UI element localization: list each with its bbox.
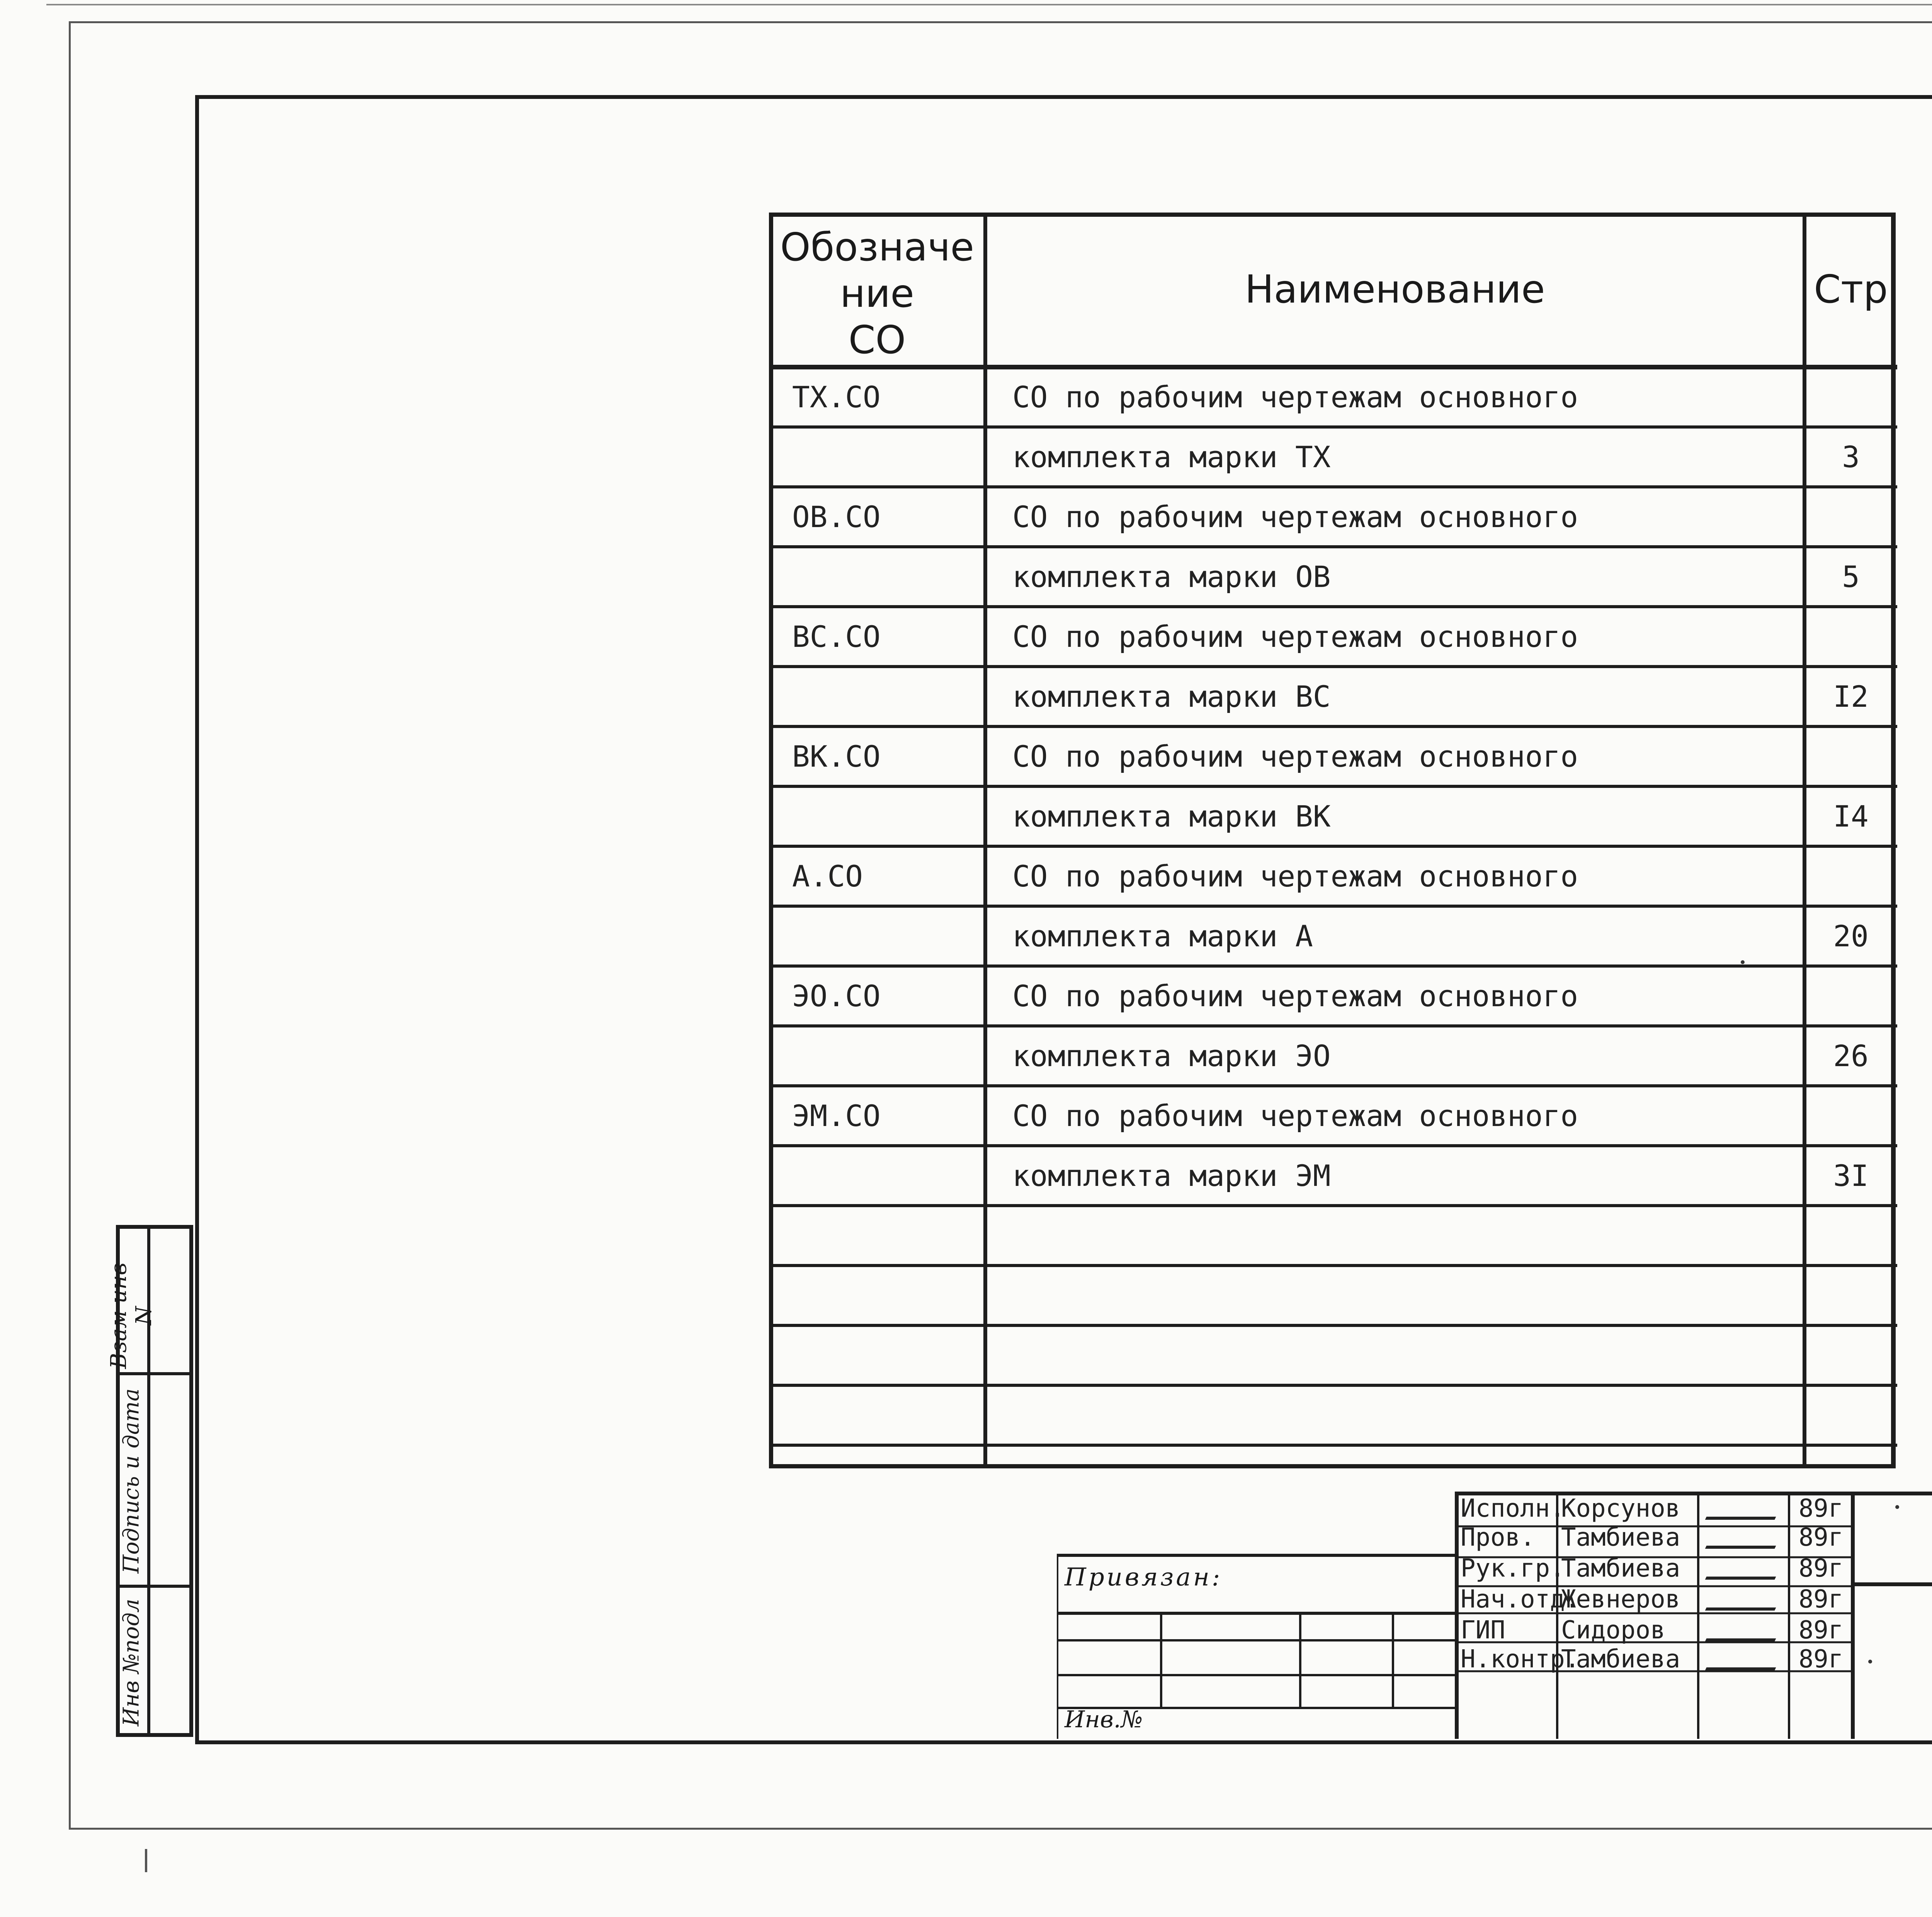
signer-year: 89г <box>1798 1494 1844 1523</box>
sheet-title <box>1853 1619 1932 1676</box>
signer-year: 89г <box>1798 1523 1844 1552</box>
signer-name: Корсунов <box>1561 1494 1680 1523</box>
row-page: I2 <box>1833 679 1869 714</box>
signer-name: Тамбиева <box>1561 1523 1680 1552</box>
signer-year: 89г <box>1798 1585 1844 1614</box>
signer-role: Рук.гр. <box>1461 1554 1565 1583</box>
row-code: ВС.СО <box>792 619 881 654</box>
side-podpis-data: Подпись и дата <box>119 1388 144 1574</box>
scan-speck <box>1868 1660 1872 1664</box>
sheet-title-line2 <box>1853 1648 1932 1676</box>
contents-table <box>769 213 1897 1468</box>
header-designation <box>769 224 985 363</box>
signature-scribble <box>1705 1559 1784 1580</box>
header-designation-line2: ние <box>840 271 914 316</box>
privyazan-label: Привязан: <box>1065 1563 1223 1592</box>
signer-year: 89г <box>1798 1554 1844 1583</box>
signer-year: 89г <box>1798 1645 1844 1674</box>
header-designation-line3: СО <box>848 317 906 362</box>
signer-name: Тамбиева <box>1561 1645 1680 1674</box>
signature-scribble <box>1705 1590 1784 1611</box>
row-name-line2: комплекта марки ОВ <box>1012 560 1331 594</box>
row-page: I4 <box>1833 799 1869 833</box>
signature-scribble <box>1705 1499 1784 1520</box>
signature-scribble <box>1705 1528 1784 1549</box>
row-name-line2: комплекта марки ВК <box>1012 799 1331 833</box>
signer-role: Исполн. <box>1461 1494 1565 1523</box>
inv-no-label: Инв.№ <box>1065 1706 1143 1733</box>
signer-name: Сидоров <box>1561 1616 1665 1645</box>
row-code: ЭО.СО <box>792 979 881 1013</box>
row-name-line1: СО по рабочим чертежам основного <box>1012 619 1578 654</box>
header-name: Наименование <box>1245 267 1545 312</box>
signer-year: 89г <box>1798 1616 1844 1645</box>
row-page: 5 <box>1842 560 1860 594</box>
row-name-line1: СО по рабочим чертежам основного <box>1012 859 1578 893</box>
row-name-line1: СО по рабочим чертежам основного <box>1012 1099 1578 1133</box>
row-name-line1: СО по рабочим чертежам основного <box>1012 380 1578 414</box>
header-designation-line1: Обозначе <box>780 225 974 270</box>
row-name-line1: СО по рабочим чертежам основного <box>1012 979 1578 1013</box>
side-inv-podl: Инв №подл <box>119 1599 144 1726</box>
row-name-line1: СО по рабочим чертежам основного <box>1012 739 1578 774</box>
signer-role: Нач.отд. <box>1461 1585 1580 1614</box>
signer-role: Н.контр. <box>1461 1645 1580 1674</box>
side-vzam-inv: Взам инв N <box>106 1262 156 1369</box>
row-name-line2: комплекта марки ЭО <box>1012 1039 1331 1073</box>
scan-top-edge <box>46 4 1932 5</box>
row-name-line2: комплекта марки ТХ <box>1012 440 1331 474</box>
row-code: ОВ.СО <box>792 500 881 534</box>
row-code: ТХ.СО <box>792 380 881 414</box>
signature-scribble <box>1705 1650 1784 1670</box>
signer-role: Пров. <box>1461 1523 1535 1552</box>
row-name-line2: комплекта марки ЭМ <box>1012 1158 1331 1193</box>
sheet-title-line1 <box>1853 1619 1932 1648</box>
row-code: ВК.СО <box>792 739 881 774</box>
row-name-line1: СО по рабочим чертежам основного <box>1012 500 1578 534</box>
header-page: Стр <box>1814 267 1888 312</box>
signature-scribble <box>1705 1621 1784 1641</box>
row-page: 20 <box>1833 919 1869 953</box>
row-page: 3 <box>1842 440 1860 474</box>
row-page: 3I <box>1833 1158 1869 1193</box>
signer-name: Жевнеров <box>1561 1585 1680 1614</box>
side-stamp <box>106 1225 193 1737</box>
row-name-line2: комплекта марки А <box>1012 919 1313 953</box>
scan-mark <box>145 1849 147 1872</box>
signer-role: ГИП <box>1461 1616 1505 1645</box>
signer-name: Тамбиева <box>1561 1554 1680 1583</box>
title-block <box>1057 1492 1932 1739</box>
row-page: 26 <box>1833 1039 1869 1073</box>
row-code: А.СО <box>792 859 863 893</box>
scan-speck <box>1741 960 1745 964</box>
scan-speck <box>1895 1505 1899 1509</box>
row-code: ЭМ.СО <box>792 1099 881 1133</box>
row-name-line2: комплекта марки ВС <box>1012 679 1331 714</box>
